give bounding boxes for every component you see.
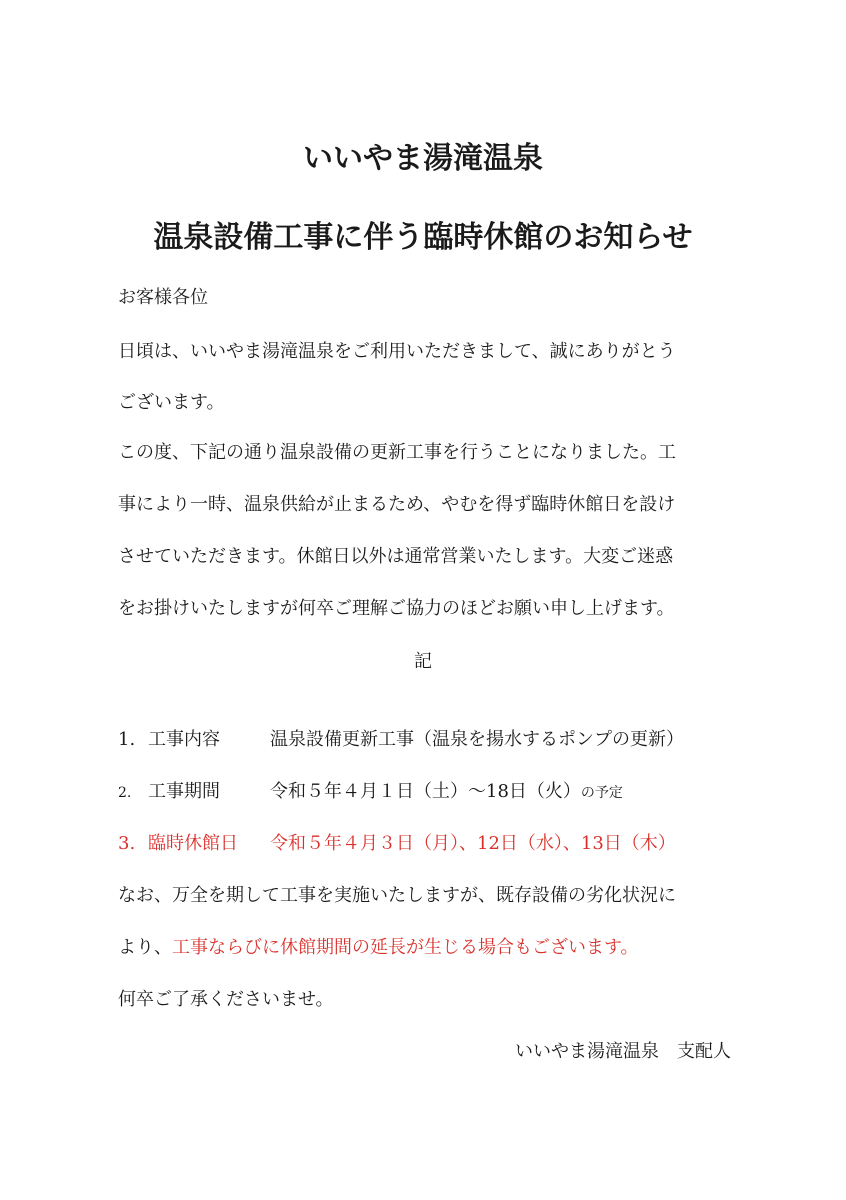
signature: いいやま湯滝温泉 支配人: [515, 1041, 731, 1062]
item-number: 1.: [118, 729, 136, 750]
item-value: 温泉設備更新工事（温泉を揚水するポンプの更新）: [270, 729, 684, 750]
body-line: させていただきます。休館日以外は通常営業いたします。大変ご迷惑: [118, 546, 674, 567]
item-number: 2.: [118, 785, 132, 801]
item-label: 臨時休館日: [148, 833, 238, 854]
item-note: の予定: [580, 785, 623, 801]
item-construction-period: [118, 780, 623, 805]
item-number: 3.: [118, 833, 136, 854]
notice-subtitle: 温泉設備工事に伴う臨時休館のお知らせ: [153, 220, 693, 255]
notice-title: いいやま湯滝温泉: [303, 141, 543, 176]
ki-heading: 記: [414, 651, 432, 672]
closing-prefix: より、: [118, 937, 172, 958]
item-value: 令和５年４月３日（月）、12日（水）、13日（木）: [270, 833, 676, 854]
body-line: をお掛けいたしますが何卒ご理解ご協力のほどお願い申し上げます。: [118, 598, 675, 619]
item-closure-days: [118, 832, 676, 856]
body-line: ございます。: [118, 392, 225, 413]
item-label: 工事期間: [148, 781, 220, 802]
body-line: 事により一時、温泉供給が止まるため、やむを得ず臨時休館日を設け: [118, 494, 676, 515]
closing-line: [118, 936, 639, 960]
closing-line: 何卒ご了承くださいませ。: [118, 989, 334, 1010]
salutation: お客様各位: [118, 287, 208, 308]
body-line: 日頃は、いいやま湯滝温泉をご利用いただきまして、誠にありがとう: [118, 341, 676, 362]
closing-warning: 工事ならびに休館期間の延長が生じる場合もございます。: [172, 937, 639, 958]
item-construction-content: [118, 728, 684, 752]
body-line: この度、下記の通り温泉設備の更新工事を行うことになりました。工: [118, 442, 676, 463]
closing-line: なお、万全を期して工事を実施いたしますが、既存設備の劣化状況に: [118, 885, 676, 906]
item-value: 令和５年４月１日（土）～18日（火）: [270, 781, 581, 802]
item-label: 工事内容: [148, 729, 220, 750]
